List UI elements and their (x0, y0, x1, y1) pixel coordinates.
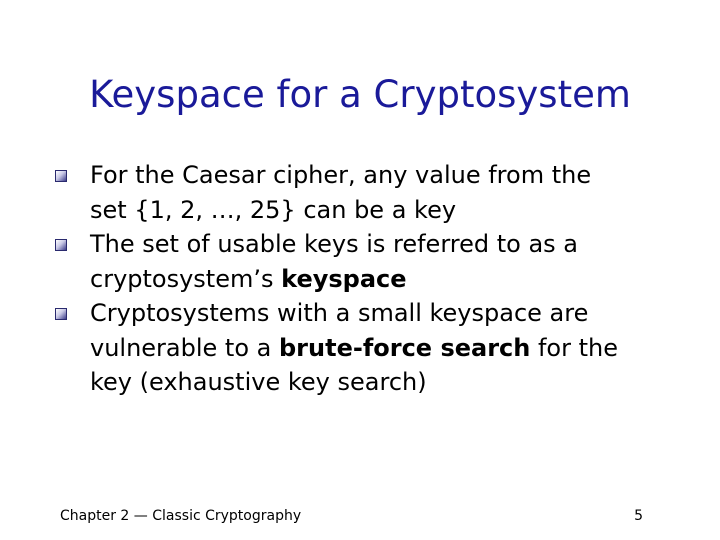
bullet-item (55, 227, 705, 296)
bullet-text: for the (530, 333, 618, 362)
bullet-text-line: set {1, 2, …, 25} can be a key (90, 195, 457, 224)
bullet-item (55, 158, 705, 227)
square-bullet-icon (55, 308, 67, 320)
bullet-text-line: key (exhaustive key search) (90, 368, 427, 396)
bullet-item (55, 296, 705, 400)
bullet-list (55, 158, 705, 400)
bullet-text-line (90, 262, 705, 297)
square-bullet-icon (55, 170, 67, 182)
slide-footer: Chapter 2 — Classic Cryptography (60, 508, 302, 524)
bullet-text-line (90, 331, 705, 366)
bold-term-brute-force-search: brute-force search (279, 333, 531, 362)
page-number: 5 (634, 508, 643, 524)
bullet-text-line: For the Caesar cipher, any value from the (90, 161, 592, 189)
bold-term-keyspace: keyspace (281, 264, 407, 293)
bullet-text-line: Cryptosystems with a small keyspace are (90, 299, 589, 327)
bullet-text: cryptosystem’s (90, 264, 282, 293)
square-bullet-icon (55, 239, 67, 251)
bullet-text-line: The set of usable keys is referred to as a (90, 230, 579, 258)
slide-title: Keyspace for a Cryptosystem (89, 73, 631, 116)
bullet-text: vulnerable to a (90, 333, 279, 362)
